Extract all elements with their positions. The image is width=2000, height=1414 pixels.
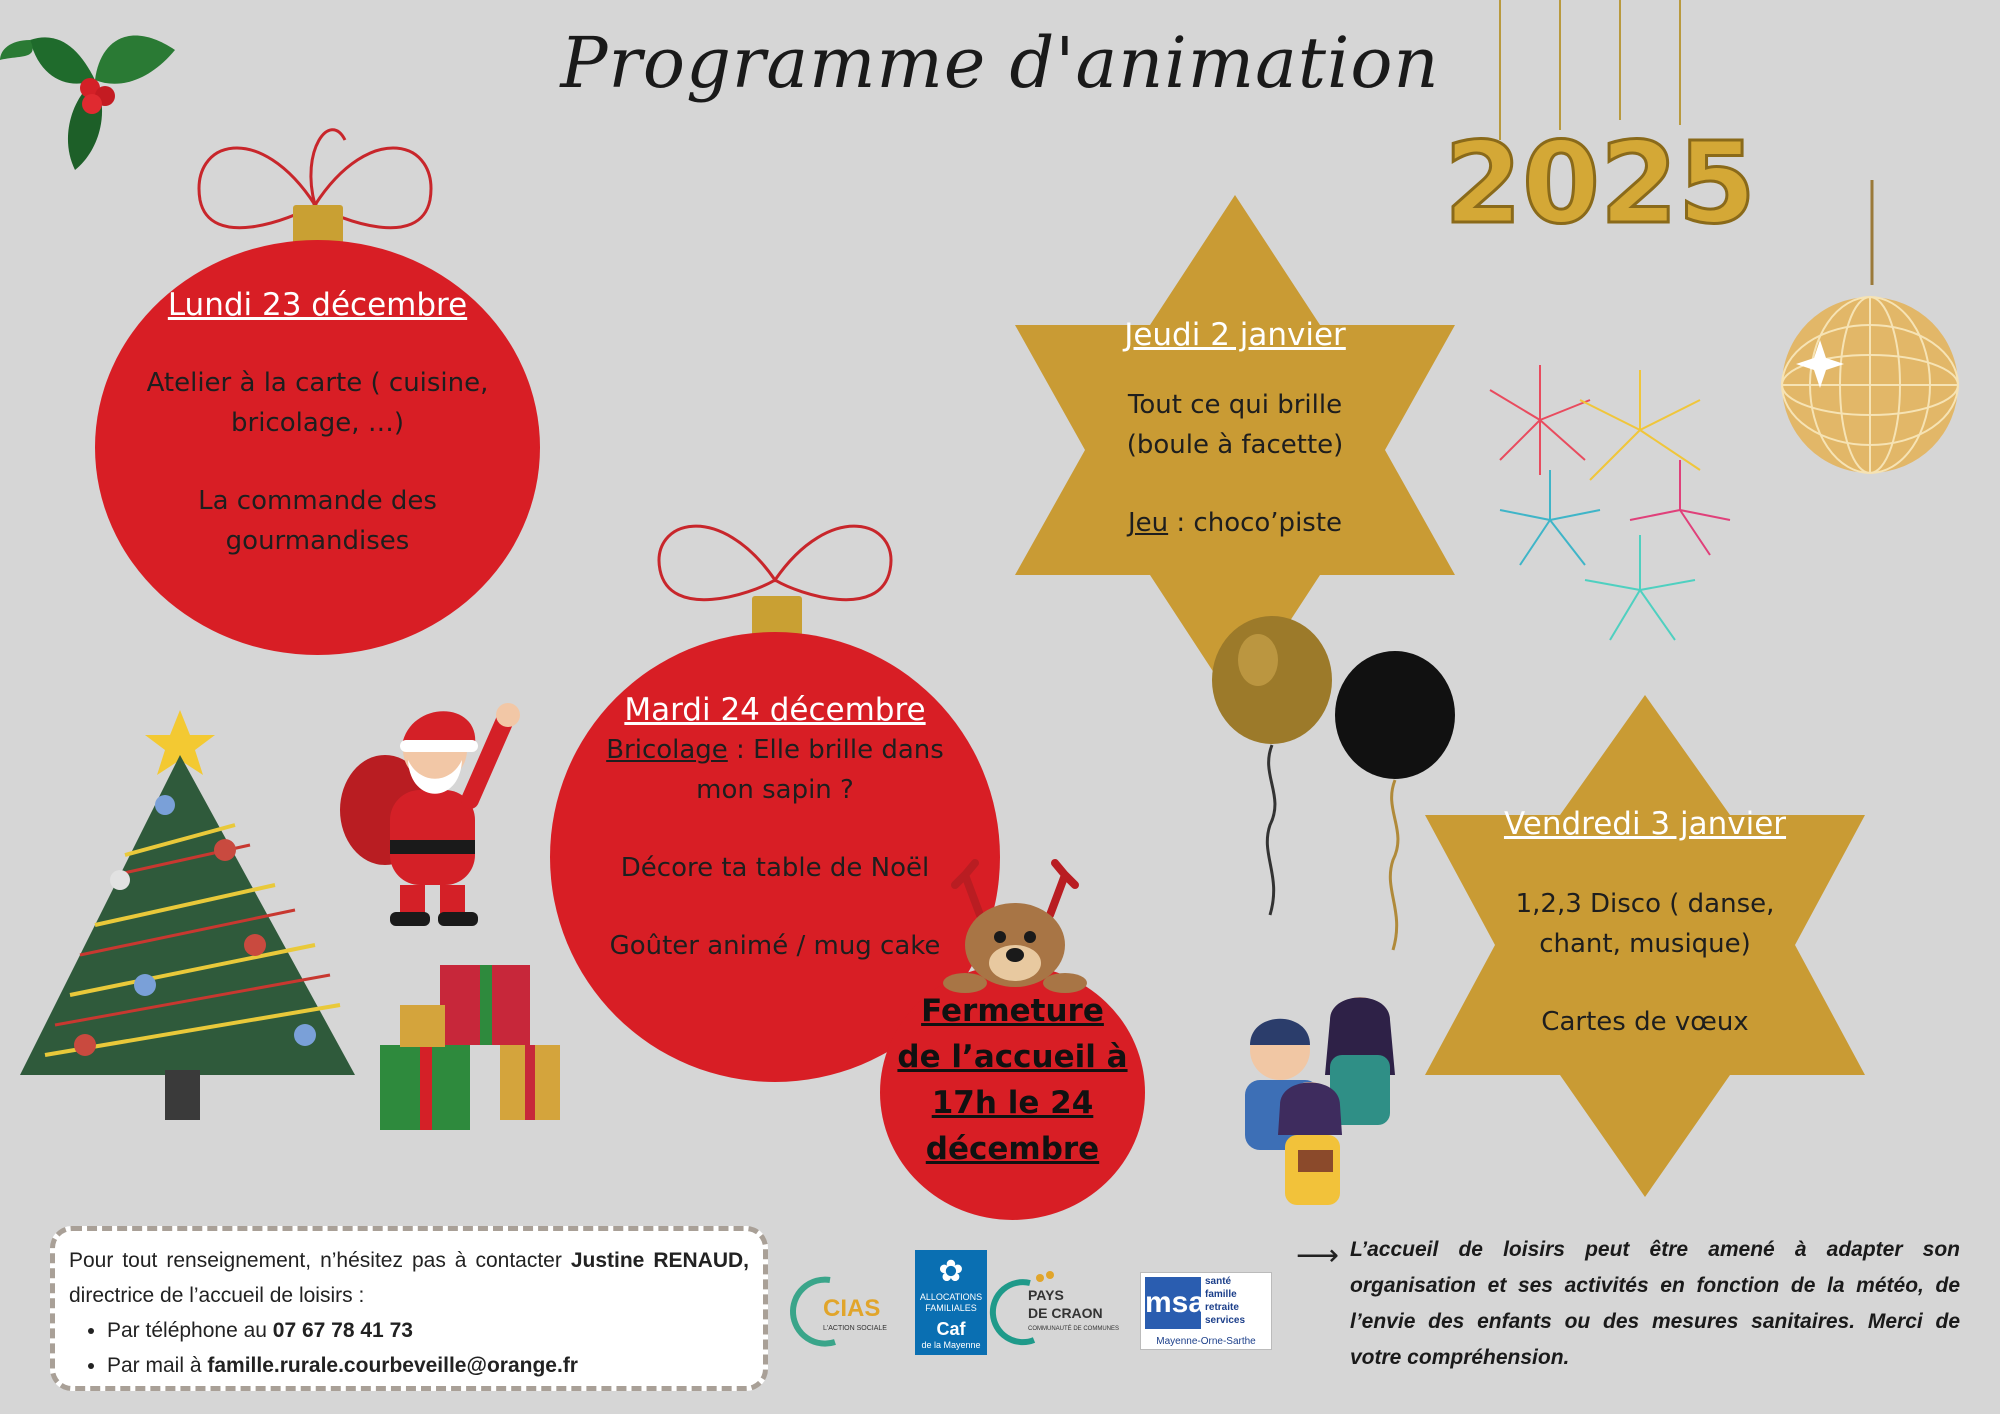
christmas-tree-icon: [25, 695, 365, 1125]
msa-w2: famille: [1205, 1289, 1237, 1300]
lundi-line1: Atelier à la carte ( cuisine,: [146, 368, 489, 398]
pays-sub: COMMUNAUTÉ DE COMMUNES: [1028, 1326, 1119, 1332]
santa-icon: [330, 690, 520, 930]
caf-line1: ALLOCATIONS FAMILIALES: [919, 1292, 983, 1313]
mail-label: Par mail à: [107, 1354, 208, 1377]
contact-mail-item: [107, 1348, 749, 1383]
cias-text: CIAS: [823, 1295, 881, 1322]
cias-logo: [795, 1270, 915, 1350]
pays-de-craon-logo: [1000, 1268, 1125, 1348]
ornament-cap: [752, 596, 802, 636]
contact-role: directrice de l’accueil de loisirs :: [69, 1284, 365, 1307]
jeudi-jeu-label: Jeu: [1127, 508, 1169, 538]
msa-region: Mayenne-Orne-Sarthe: [1156, 1336, 1256, 1347]
jeudi-jeu-rest: : choco’piste: [1168, 508, 1343, 538]
pays-line1: PAYS: [1028, 1287, 1064, 1303]
vendredi-heading: Vendredi 3 janvier: [1503, 806, 1787, 842]
cias-sub: L'ACTION SOCIALE: [823, 1325, 887, 1332]
contact-phone-item: [107, 1313, 749, 1348]
mardi-act1-rest: : Elle brille dans: [727, 735, 944, 765]
vendredi-block: [1460, 804, 1830, 1042]
pays-line2: DE CRAON: [1028, 1305, 1103, 1321]
jeudi-heading: Jeudi 2 janvier: [1124, 317, 1346, 353]
msa-logo: [1140, 1272, 1272, 1350]
year-text: 2025: [1444, 119, 1756, 249]
jeudi-block: [1060, 315, 1410, 543]
contact-intro-text: Pour tout renseignement, n’hésitez pas à contacter: [69, 1249, 571, 1272]
holly-icon: [0, 0, 190, 180]
disco-ball-icon: [1760, 180, 1940, 500]
balloon-gold-icon: [1212, 616, 1332, 915]
mardi-act2: Décore ta table de Noël: [620, 853, 930, 883]
lundi-heading: Lundi 23 décembre: [167, 287, 468, 323]
page-title: Programme d'animation: [560, 22, 1440, 104]
mardi-act1-label: Bricolage: [606, 735, 728, 765]
reindeer-icon: [935, 855, 1095, 995]
closing-line3: 17h le 24: [931, 1085, 1094, 1121]
phone-number[interactable]: 07 67 78 41 73: [272, 1319, 413, 1342]
mardi-block: [550, 690, 1000, 966]
kids-party-icon: [1190, 965, 1450, 1215]
lundi-line3: La commande des: [198, 486, 437, 516]
contact-intro: [69, 1243, 749, 1313]
caf-line3: de la Mayenne: [921, 1340, 981, 1350]
balloons: [1200, 615, 1480, 955]
caf-line2: Caf: [936, 1319, 966, 1339]
mardi-act1-line2: mon sapin ?: [696, 775, 854, 805]
caf-logo: [915, 1250, 987, 1355]
jeudi-line1: Tout ce qui brille: [1127, 390, 1343, 420]
msa-mark: msa: [1145, 1277, 1201, 1329]
year-2025-balloons: [1444, 0, 1756, 249]
closing-notice: [880, 988, 1145, 1172]
vendredi-line3: Cartes de vœux: [1541, 1007, 1749, 1037]
mardi-act3: Goûter animé / mug cake: [609, 931, 941, 961]
closing-line2: de l’accueil à: [897, 1039, 1128, 1075]
msa-words: [1205, 1275, 1245, 1327]
mardi-heading: Mardi 24 décembre: [624, 692, 926, 728]
msa-w4: services: [1205, 1315, 1246, 1326]
msa-w3: retraite: [1205, 1302, 1239, 1313]
fireworks-icon: [1470, 360, 1740, 680]
closing-line4: décembre: [925, 1131, 1100, 1167]
ornament-cap: [293, 205, 343, 245]
gifts-icon: [370, 945, 570, 1145]
contact-name: Justine RENAUD,: [570, 1249, 750, 1272]
arrow-right-icon: ⟶: [1296, 1239, 1340, 1272]
lundi-line4: gourmandises: [225, 526, 410, 556]
lundi-block: [95, 285, 540, 561]
vendredi-line2: chant, musique): [1539, 929, 1751, 959]
closing-line1: Fermeture: [921, 993, 1104, 1029]
msa-w1: santé: [1205, 1276, 1232, 1287]
mail-address[interactable]: famille.rurale.courbeveille@orange.fr: [207, 1354, 578, 1377]
vendredi-line1: 1,2,3 Disco ( danse,: [1515, 889, 1775, 919]
caf-emblem-icon: ✿: [938, 1255, 964, 1288]
phone-label: Par téléphone au: [107, 1319, 273, 1342]
jeudi-line2: (boule à facette): [1126, 430, 1344, 460]
balloon-black-icon: [1335, 651, 1455, 950]
lundi-line2: bricolage, …): [231, 408, 404, 438]
info-note: L’accueil de loisirs peut être amené à adapter son organisation et ses activités en fonction de la météo, de l’envie des enfants ou des mesures sanitaires. Merci de votre compréhension.: [1350, 1238, 1960, 1369]
contact-box: [50, 1226, 768, 1391]
